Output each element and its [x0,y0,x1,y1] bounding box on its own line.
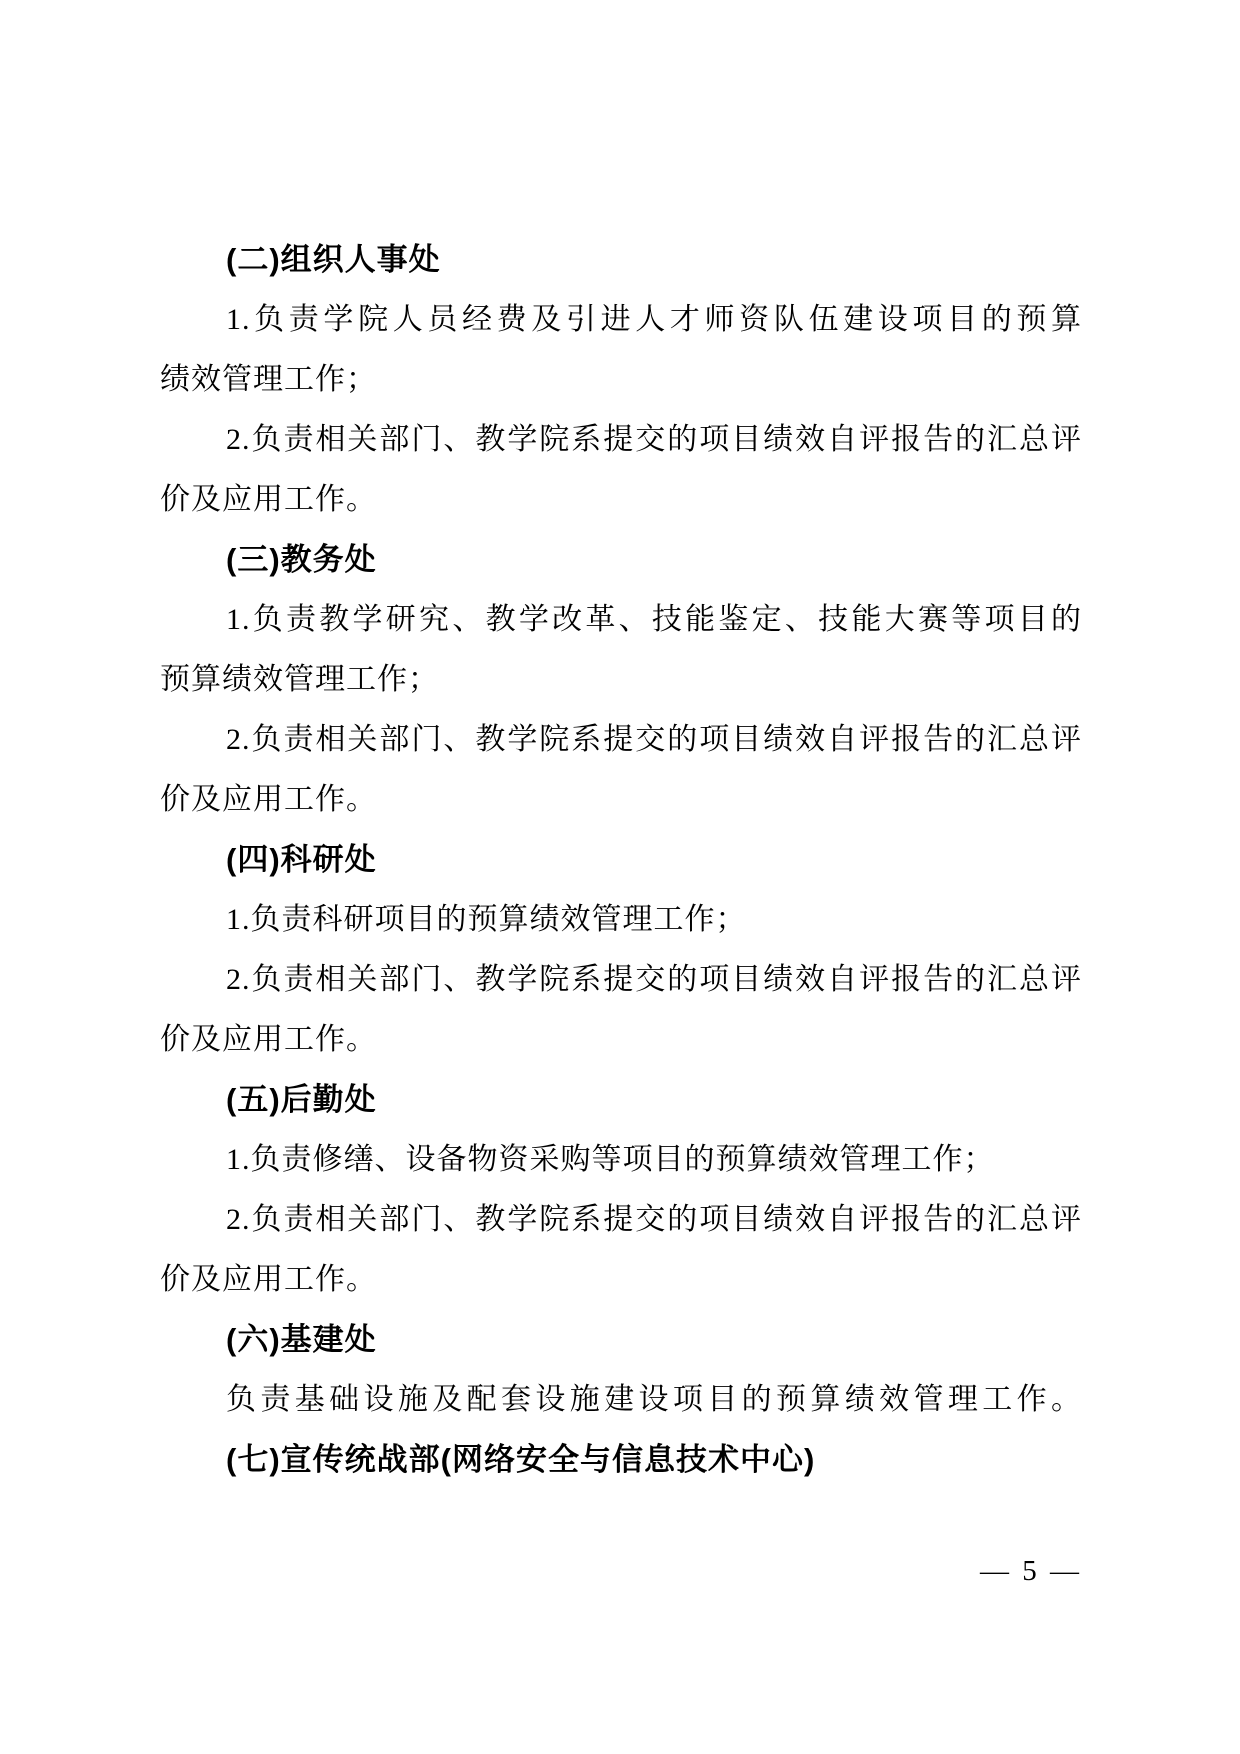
section-heading-2: (二)组织人事处 [226,242,441,277]
body-line: 1.负责科研项目的预算绩效管理工作； [226,903,747,936]
body-line: 1.负责修缮、设备物资采购等项目的预算绩效管理工作； [226,1143,995,1176]
body-line: 1.负责教学研究、教学改革、技能鉴定、技能大赛等项目的 [226,603,1082,636]
body-line: 2.负责相关部门、教学院系提交的项目绩效自评报告的汇总评 [226,963,1082,996]
body-line: 价及应用工作。 [160,1263,377,1296]
body-line: 价及应用工作。 [160,1023,377,1056]
body-line: 价及应用工作。 [160,783,377,816]
body-line: 2.负责相关部门、教学院系提交的项目绩效自评报告的汇总评 [226,1203,1082,1236]
body-line: 2.负责相关部门、教学院系提交的项目绩效自评报告的汇总评 [226,723,1082,756]
body-line: 负责基础设施及配套设施建设项目的预算绩效管理工作。 [226,1383,1082,1416]
page-number: — 5 — [980,1555,1082,1587]
page-content [160,230,1082,1490]
section-heading-3: (三)教务处 [226,542,377,577]
body-line: 1.负责学院人员经费及引进人才师资队伍建设项目的预算 [226,303,1082,336]
section-heading-4: (四)科研处 [226,842,377,877]
body-line: 预算绩效管理工作； [160,663,439,696]
body-line: 绩效管理工作； [160,363,377,396]
body-line: 2.负责相关部门、教学院系提交的项目绩效自评报告的汇总评 [226,423,1082,456]
body-line: 价及应用工作。 [160,483,377,516]
section-heading-7: (七)宣传统战部(网络安全与信息技术中心) [226,1442,816,1477]
section-heading-5: (五)后勤处 [226,1082,377,1117]
section-heading-6: (六)基建处 [226,1322,377,1357]
